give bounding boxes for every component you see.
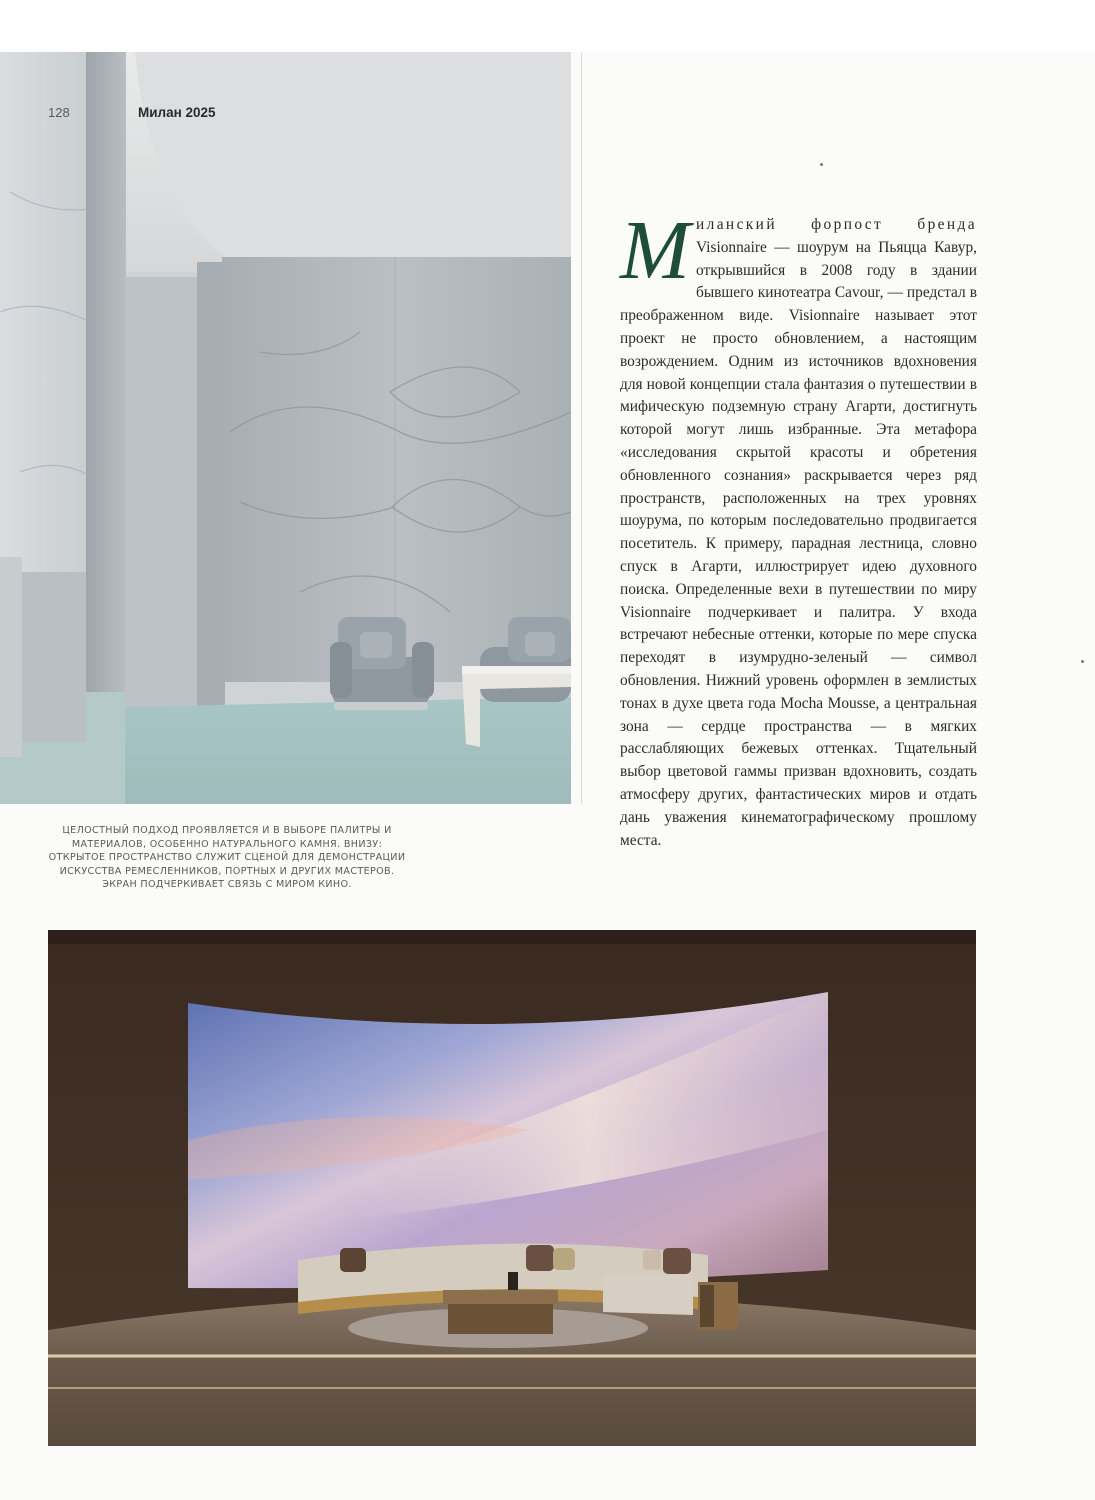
article-text: Visionnaire — шоурум на Пьяцца Кавур, открывшийся в 2008 году в здании бывшего кинотеатра Cavour, — предстал в преображенном виде. Visionnaire называет этот проект не просто обновлением, а настоящим возрождением. Одним из источников вдохновения для новой концепции стала фантазия о путешествии в мифическую подземную страну Агарти, достигнуть которой могут лишь избранные. Эта метафора «исследования скрытой красоты и обретения обновленного сознания» раскрывается через ряд пространств, расположенных на трех уровнях шоурума, по которым последовательно продвигается посетитель. К примеру, парадная лестница, словно спуск в Агарти, иллюстрирует идею духовного поиска. Определенные вехи в путешествии по миру Visionnaire подчеркивает и палитра. У входа встречают небесные оттенки, которые по мере спуска переходят в изумрудно-зеленый — символ обновления. Нижний уровень оформлен в землистых тонах в духе цвета года Mocha Mousse, а центральная зона — сердце пространства — в мягких расслабляющих бежевых оттенках. Тщательный выбор цветовой гаммы призван вдохновить, создать атмосферу других, фантастических миров и отдать дань уважения кинематографическому прошлому места. xyxy=(620,238,977,849)
showroom-marble-photo xyxy=(0,52,571,804)
stage-screen-photo xyxy=(48,930,976,1446)
print-speck xyxy=(820,163,823,166)
print-speck xyxy=(1081,660,1084,663)
showroom-marble-illustration xyxy=(0,52,571,804)
stage-screen-illustration xyxy=(48,930,976,1446)
article-body xyxy=(620,204,977,852)
photo-caption: ЦЕЛОСТНЫЙ ПОДХОД ПРОЯВЛЯЕТСЯ И В ВЫБОРЕ ПАЛИТРЫ И МАТЕРИАЛОВ, ОСОБЕННО НАТУРАЛЬНОГО КАМНЯ. ВНИЗУ: ОТКРЫТОЕ ПРОСТРАНСТВО СЛУЖИТ СЦЕНОЙ ДЛЯ ДЕМОНСТРАЦИИ ИСКУССТВА РЕМЕСЛЕННИКОВ, ПОРТНЫХ И ДРУГИХ МАСТЕРОВ. ЭКРАН ПОДЧЕРКИВАЕТ СВЯЗЬ С МИРОМ КИНО. xyxy=(48,825,406,891)
article-lead-words: иланский форпост бренда xyxy=(695,216,977,233)
drop-cap: М xyxy=(620,204,690,297)
section-title: Милан 2025 xyxy=(138,105,216,120)
page-number: 128 xyxy=(48,105,70,120)
column-divider xyxy=(581,52,582,804)
